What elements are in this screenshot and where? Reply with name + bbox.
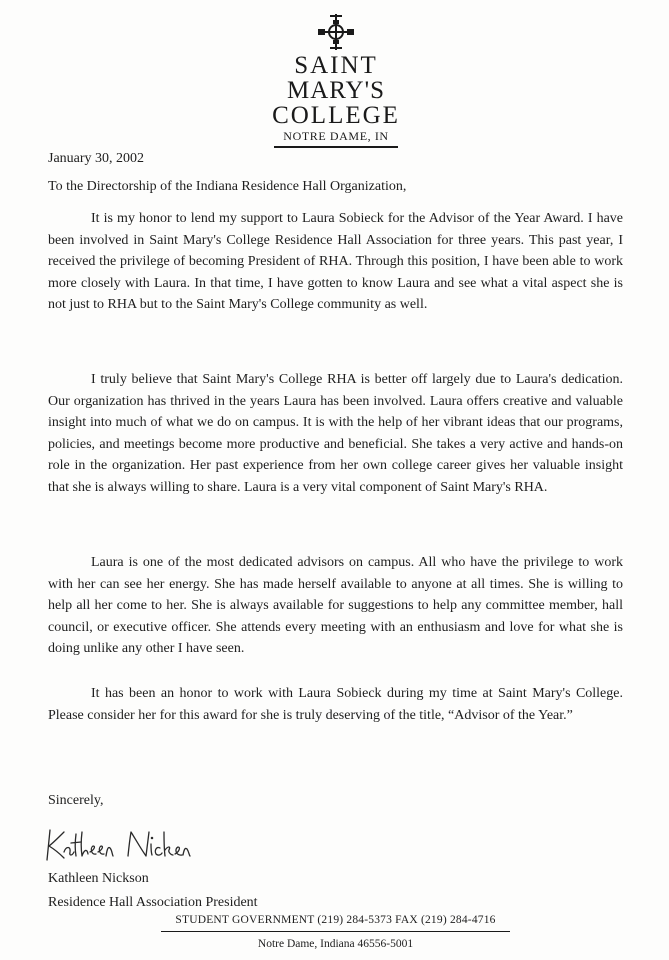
letter-date: January 30, 2002 bbox=[48, 151, 145, 166]
letterhead-rule bbox=[274, 146, 398, 148]
letter-closing: Sincerely, bbox=[48, 793, 104, 808]
letterhead-saint: SAINT bbox=[294, 52, 378, 79]
letter-paragraph-3: Laura is one of the most dedicated advisors on campus. All who have the privilege to work with her can see her energy. She has made herself available to anyone at all times. She is willing to help all her come to her. She is always available for suggestions to help any committee member, hall council, or executive officer. She attends every meeting with an enthusiasm and love for what she is doing unlike any other I have seen. bbox=[48, 555, 623, 657]
signer-title: Residence Hall Association President bbox=[48, 895, 258, 910]
letterhead-college: COLLEGE bbox=[272, 102, 400, 129]
letterhead bbox=[270, 12, 402, 148]
footer-contact: STUDENT GOVERNMENT (219) 284-5373 FAX (219) 284-4716 bbox=[175, 914, 496, 926]
letterhead-location: NOTRE DAME, IN bbox=[283, 129, 389, 143]
handwritten-signature bbox=[42, 822, 192, 866]
letter-paragraph-4: It has been an honor to work with Laura Sobieck during my time at Saint Mary's College. Please consider her for this award for she is truly deserving of the title, “Advisor of the Year.” bbox=[48, 686, 623, 723]
footer-rule bbox=[161, 931, 510, 932]
footer-address: Notre Dame, Indiana 46556-5001 bbox=[257, 938, 414, 950]
letterhead-marys: MARY'S bbox=[286, 77, 386, 104]
signer-name: Kathleen Nickson bbox=[48, 871, 149, 886]
college-crest-icon bbox=[316, 12, 356, 52]
letter-paragraph-1: It is my honor to lend my support to Laura Sobieck for the Advisor of the Year Award. I have been involved in Saint Mary's College Residence Hall Association for three years. This past year, I received the privilege of becoming President of RHA. Through this position, I have been able to work more closely with Laura. In that time, I have gotten to know Laura and see what a vital aspect she is not just to RHA but to the Saint Mary's College community as well. bbox=[48, 211, 623, 313]
letter-paragraph-2: I truly believe that Saint Mary's College RHA is better off largely due to Laura's dedication. Our organization has thrived in the years Laura has been involved. Laura offers creative and valuable insight into much of what we do on campus. It is with the help of her vibrant ideas that our programs, policies, and meetings become more productive and beneficial. She takes a very active and hands-on role in the organization. Her past experience from her own college career gives her valuable insight that she is always willing to share. Laura is a very vital component of Saint Mary's RHA. bbox=[48, 372, 623, 495]
letter-salutation: To the Directorship of the Indiana Residence Hall Organization, bbox=[48, 179, 407, 194]
